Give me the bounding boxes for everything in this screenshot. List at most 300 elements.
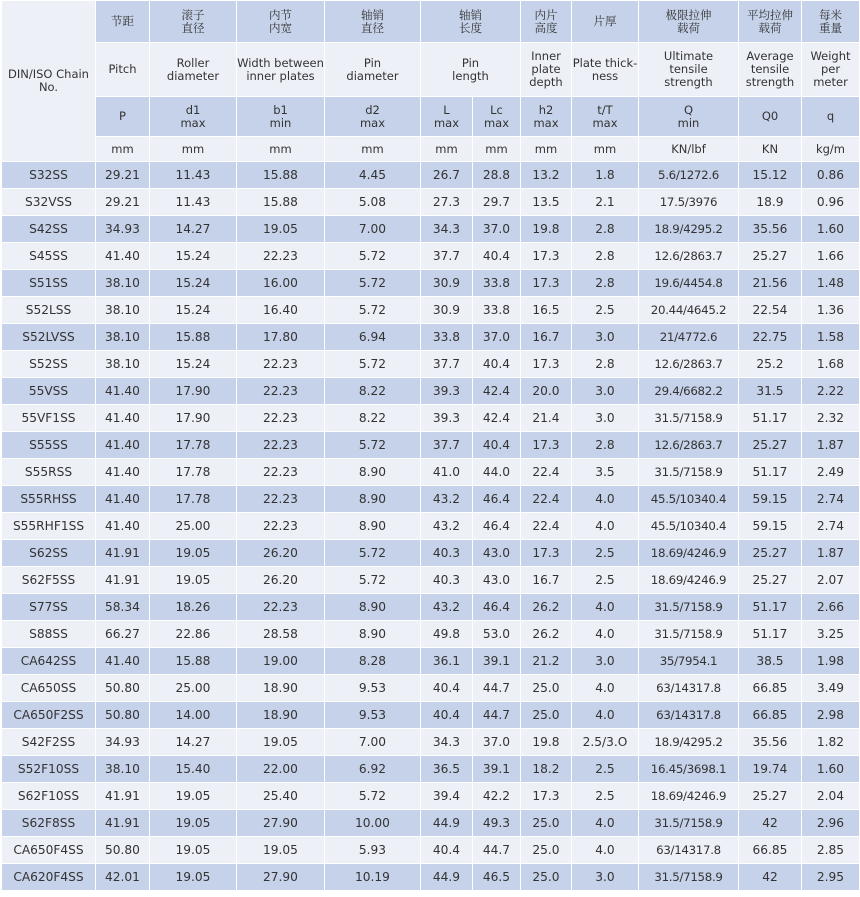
cell-ultimate-strength: 20.44/4645.2 bbox=[639, 297, 739, 324]
cell-ultimate-strength: 18.69/4246.9 bbox=[639, 567, 739, 594]
header-ultimate-en: Ultimate tensile strength bbox=[639, 43, 739, 97]
cell-plate-thickness: 3.0 bbox=[572, 324, 639, 351]
header-average-en: Average tensile strength bbox=[739, 43, 802, 97]
cell-plate-depth: 20.0 bbox=[521, 378, 572, 405]
cell-pin-length-l: 40.3 bbox=[421, 540, 473, 567]
cell-inner-width: 27.90 bbox=[237, 810, 325, 837]
cell-average-strength: 51.17 bbox=[739, 621, 802, 648]
cell-plate-depth: 19.8 bbox=[521, 216, 572, 243]
header-plate-depth-en: Inner plate depth bbox=[521, 43, 572, 97]
cell-pitch: 50.80 bbox=[96, 837, 150, 864]
cell-roller-diameter: 22.86 bbox=[150, 621, 237, 648]
cell-plate-depth: 22.4 bbox=[521, 513, 572, 540]
cell-pin-diameter: 5.72 bbox=[325, 432, 421, 459]
cell-plate-thickness: 2.8 bbox=[572, 243, 639, 270]
cell-weight: 3.49 bbox=[802, 675, 860, 702]
cell-pin-diameter: 8.28 bbox=[325, 648, 421, 675]
cell-chain-no: S77SS bbox=[2, 594, 96, 621]
cell-pin-diameter: 5.72 bbox=[325, 243, 421, 270]
cell-pin-diameter: 9.53 bbox=[325, 702, 421, 729]
cell-plate-thickness: 2.8 bbox=[572, 432, 639, 459]
cell-pin-length-l: 40.4 bbox=[421, 702, 473, 729]
cell-pin-length-lc: 44.7 bbox=[473, 702, 521, 729]
cell-roller-diameter: 17.90 bbox=[150, 405, 237, 432]
table-row bbox=[2, 729, 860, 756]
cell-chain-no: S42SS bbox=[2, 216, 96, 243]
cell-plate-depth: 17.3 bbox=[521, 432, 572, 459]
cell-pitch: 38.10 bbox=[96, 756, 150, 783]
cell-weight: 1.82 bbox=[802, 729, 860, 756]
cell-plate-thickness: 3.5 bbox=[572, 459, 639, 486]
cell-pin-length-lc: 44.7 bbox=[473, 675, 521, 702]
header-row-chinese bbox=[2, 1, 860, 43]
cell-roller-diameter: 14.27 bbox=[150, 216, 237, 243]
header-width-cn: 内节 内宽 bbox=[237, 1, 325, 43]
cell-roller-diameter: 15.40 bbox=[150, 756, 237, 783]
cell-pitch: 41.91 bbox=[96, 783, 150, 810]
cell-average-strength: 25.2 bbox=[739, 351, 802, 378]
cell-pin-diameter: 5.72 bbox=[325, 351, 421, 378]
cell-chain-no: S42F2SS bbox=[2, 729, 96, 756]
cell-ultimate-strength: 63/14317.8 bbox=[639, 675, 739, 702]
cell-pin-diameter: 5.72 bbox=[325, 270, 421, 297]
unit-ultimate: KN/lbf bbox=[639, 137, 739, 162]
cell-chain-no: CA620F4SS bbox=[2, 864, 96, 891]
symbol-d2: d2 max bbox=[325, 97, 421, 137]
cell-plate-thickness: 4.0 bbox=[572, 621, 639, 648]
cell-ultimate-strength: 63/14317.8 bbox=[639, 837, 739, 864]
table-row bbox=[2, 810, 860, 837]
cell-pin-length-lc: 44.0 bbox=[473, 459, 521, 486]
table-row bbox=[2, 675, 860, 702]
cell-pitch: 58.34 bbox=[96, 594, 150, 621]
cell-ultimate-strength: 31.5/7158.9 bbox=[639, 810, 739, 837]
cell-ultimate-strength: 18.9/4295.2 bbox=[639, 729, 739, 756]
cell-pitch: 41.40 bbox=[96, 513, 150, 540]
cell-pitch: 41.40 bbox=[96, 432, 150, 459]
cell-inner-width: 16.40 bbox=[237, 297, 325, 324]
cell-roller-diameter: 17.78 bbox=[150, 459, 237, 486]
table-row bbox=[2, 162, 860, 189]
cell-pin-length-l: 30.9 bbox=[421, 297, 473, 324]
cell-average-strength: 42 bbox=[739, 810, 802, 837]
cell-inner-width: 19.05 bbox=[237, 729, 325, 756]
cell-pin-length-l: 40.4 bbox=[421, 675, 473, 702]
cell-inner-width: 15.88 bbox=[237, 189, 325, 216]
cell-chain-no: 55VF1SS bbox=[2, 405, 96, 432]
cell-pitch: 29.21 bbox=[96, 162, 150, 189]
cell-ultimate-strength: 45.5/10340.4 bbox=[639, 486, 739, 513]
cell-average-strength: 42 bbox=[739, 864, 802, 891]
cell-weight: 1.58 bbox=[802, 324, 860, 351]
cell-chain-no: S62SS bbox=[2, 540, 96, 567]
cell-ultimate-strength: 31.5/7158.9 bbox=[639, 864, 739, 891]
cell-pin-length-lc: 53.0 bbox=[473, 621, 521, 648]
table-row bbox=[2, 594, 860, 621]
header-weight-cn: 每米 重量 bbox=[802, 1, 860, 43]
cell-chain-no: S52LSS bbox=[2, 297, 96, 324]
cell-inner-width: 19.00 bbox=[237, 648, 325, 675]
cell-weight: 2.96 bbox=[802, 810, 860, 837]
cell-pin-length-l: 37.7 bbox=[421, 243, 473, 270]
header-pin-diameter-en: Pin diameter bbox=[325, 43, 421, 97]
cell-roller-diameter: 25.00 bbox=[150, 513, 237, 540]
cell-inner-width: 22.23 bbox=[237, 594, 325, 621]
cell-pin-diameter: 8.90 bbox=[325, 486, 421, 513]
cell-plate-thickness: 2.8 bbox=[572, 216, 639, 243]
cell-pitch: 41.91 bbox=[96, 567, 150, 594]
cell-pitch: 50.80 bbox=[96, 675, 150, 702]
cell-average-strength: 19.74 bbox=[739, 756, 802, 783]
cell-plate-thickness: 1.8 bbox=[572, 162, 639, 189]
cell-chain-no: S55SS bbox=[2, 432, 96, 459]
cell-pin-length-l: 40.4 bbox=[421, 837, 473, 864]
cell-pitch: 41.40 bbox=[96, 405, 150, 432]
cell-inner-width: 19.05 bbox=[237, 837, 325, 864]
cell-chain-no: CA650F2SS bbox=[2, 702, 96, 729]
cell-plate-thickness: 2.5/3.O bbox=[572, 729, 639, 756]
cell-ultimate-strength: 45.5/10340.4 bbox=[639, 513, 739, 540]
table-row bbox=[2, 216, 860, 243]
cell-pin-diameter: 9.53 bbox=[325, 675, 421, 702]
header-width-en: Width between inner plates bbox=[237, 43, 325, 97]
cell-weight: 2.85 bbox=[802, 837, 860, 864]
cell-plate-depth: 16.7 bbox=[521, 567, 572, 594]
cell-plate-depth: 19.8 bbox=[521, 729, 572, 756]
cell-plate-depth: 25.0 bbox=[521, 810, 572, 837]
cell-pin-length-lc: 28.8 bbox=[473, 162, 521, 189]
cell-average-strength: 66.85 bbox=[739, 702, 802, 729]
cell-plate-thickness: 3.0 bbox=[572, 405, 639, 432]
table-row bbox=[2, 783, 860, 810]
cell-average-strength: 25.27 bbox=[739, 783, 802, 810]
cell-ultimate-strength: 63/14317.8 bbox=[639, 702, 739, 729]
cell-pin-length-lc: 40.4 bbox=[473, 351, 521, 378]
cell-ultimate-strength: 12.6/2863.7 bbox=[639, 243, 739, 270]
cell-average-strength: 35.56 bbox=[739, 216, 802, 243]
cell-chain-no: CA650F4SS bbox=[2, 837, 96, 864]
cell-plate-thickness: 2.5 bbox=[572, 567, 639, 594]
cell-average-strength: 51.17 bbox=[739, 405, 802, 432]
header-roller-en: Roller diameter bbox=[150, 43, 237, 97]
cell-average-strength: 66.85 bbox=[739, 837, 802, 864]
cell-pin-length-l: 33.8 bbox=[421, 324, 473, 351]
cell-inner-width: 22.23 bbox=[237, 378, 325, 405]
cell-weight: 1.36 bbox=[802, 297, 860, 324]
cell-pin-diameter: 5.72 bbox=[325, 297, 421, 324]
cell-pin-length-l: 49.8 bbox=[421, 621, 473, 648]
cell-plate-thickness: 3.0 bbox=[572, 864, 639, 891]
cell-roller-diameter: 17.78 bbox=[150, 432, 237, 459]
cell-pin-diameter: 4.45 bbox=[325, 162, 421, 189]
cell-average-strength: 51.17 bbox=[739, 594, 802, 621]
cell-weight: 1.87 bbox=[802, 432, 860, 459]
cell-plate-thickness: 2.5 bbox=[572, 756, 639, 783]
cell-plate-depth: 26.2 bbox=[521, 594, 572, 621]
cell-pitch: 41.91 bbox=[96, 540, 150, 567]
cell-weight: 0.96 bbox=[802, 189, 860, 216]
cell-pin-length-lc: 37.0 bbox=[473, 216, 521, 243]
header-plate-thickness-cn: 片厚 bbox=[572, 1, 639, 43]
table-row bbox=[2, 378, 860, 405]
cell-pin-diameter: 5.72 bbox=[325, 567, 421, 594]
cell-ultimate-strength: 12.6/2863.7 bbox=[639, 432, 739, 459]
cell-pin-diameter: 6.94 bbox=[325, 324, 421, 351]
cell-plate-depth: 22.4 bbox=[521, 486, 572, 513]
cell-inner-width: 25.40 bbox=[237, 783, 325, 810]
cell-inner-width: 26.20 bbox=[237, 540, 325, 567]
cell-roller-diameter: 15.24 bbox=[150, 297, 237, 324]
cell-roller-diameter: 25.00 bbox=[150, 675, 237, 702]
cell-chain-no: S45SS bbox=[2, 243, 96, 270]
cell-pitch: 41.40 bbox=[96, 486, 150, 513]
table-row bbox=[2, 702, 860, 729]
cell-average-strength: 25.27 bbox=[739, 432, 802, 459]
cell-chain-no: S51SS bbox=[2, 270, 96, 297]
cell-average-strength: 22.54 bbox=[739, 297, 802, 324]
cell-pin-diameter: 10.00 bbox=[325, 810, 421, 837]
cell-plate-thickness: 2.5 bbox=[572, 540, 639, 567]
cell-chain-no: S52SS bbox=[2, 351, 96, 378]
cell-pin-diameter: 10.19 bbox=[325, 864, 421, 891]
cell-pin-diameter: 8.90 bbox=[325, 594, 421, 621]
table-row bbox=[2, 540, 860, 567]
cell-plate-thickness: 4.0 bbox=[572, 594, 639, 621]
cell-roller-diameter: 19.05 bbox=[150, 864, 237, 891]
symbol-q: Q min bbox=[639, 97, 739, 137]
symbol-lc: Lc max bbox=[473, 97, 521, 137]
cell-chain-no: S52LVSS bbox=[2, 324, 96, 351]
cell-roller-diameter: 11.43 bbox=[150, 162, 237, 189]
header-pitch-cn: 节距 bbox=[96, 1, 150, 43]
cell-pin-length-l: 26.7 bbox=[421, 162, 473, 189]
cell-pin-diameter: 5.72 bbox=[325, 540, 421, 567]
header-plate-depth-cn: 内片 高度 bbox=[521, 1, 572, 43]
cell-chain-no: S52F10SS bbox=[2, 756, 96, 783]
cell-weight: 1.66 bbox=[802, 243, 860, 270]
cell-plate-thickness: 4.0 bbox=[572, 513, 639, 540]
cell-plate-depth: 16.5 bbox=[521, 297, 572, 324]
table-row bbox=[2, 351, 860, 378]
cell-inner-width: 17.80 bbox=[237, 324, 325, 351]
cell-plate-depth: 25.0 bbox=[521, 675, 572, 702]
symbol-h2: h2 max bbox=[521, 97, 572, 137]
cell-roller-diameter: 15.88 bbox=[150, 324, 237, 351]
cell-average-strength: 25.27 bbox=[739, 567, 802, 594]
cell-pitch: 34.93 bbox=[96, 729, 150, 756]
cell-pin-length-lc: 44.7 bbox=[473, 837, 521, 864]
cell-pin-diameter: 8.22 bbox=[325, 378, 421, 405]
symbol-p: P bbox=[96, 97, 150, 137]
cell-pin-length-l: 43.2 bbox=[421, 594, 473, 621]
cell-pin-length-l: 37.7 bbox=[421, 432, 473, 459]
header-pin-length-en: Pin length bbox=[421, 43, 521, 97]
cell-plate-depth: 26.2 bbox=[521, 621, 572, 648]
unit-pitch: mm bbox=[96, 137, 150, 162]
cell-weight: 1.87 bbox=[802, 540, 860, 567]
cell-pin-length-lc: 49.3 bbox=[473, 810, 521, 837]
unit-pin-length-lc: mm bbox=[473, 137, 521, 162]
chain-spec-table bbox=[1, 0, 860, 891]
cell-plate-thickness: 2.8 bbox=[572, 270, 639, 297]
cell-plate-thickness: 3.0 bbox=[572, 648, 639, 675]
symbol-d1: d1 max bbox=[150, 97, 237, 137]
cell-roller-diameter: 19.05 bbox=[150, 567, 237, 594]
cell-pin-length-lc: 42.4 bbox=[473, 378, 521, 405]
cell-plate-depth: 21.2 bbox=[521, 648, 572, 675]
symbol-q0: Q0 bbox=[739, 97, 802, 137]
table-row bbox=[2, 459, 860, 486]
cell-pin-diameter: 5.08 bbox=[325, 189, 421, 216]
cell-roller-diameter: 19.05 bbox=[150, 540, 237, 567]
cell-average-strength: 35.56 bbox=[739, 729, 802, 756]
cell-ultimate-strength: 35/7954.1 bbox=[639, 648, 739, 675]
header-roller-cn: 滚子 直径 bbox=[150, 1, 237, 43]
cell-ultimate-strength: 18.69/4246.9 bbox=[639, 540, 739, 567]
cell-plate-depth: 17.3 bbox=[521, 270, 572, 297]
cell-chain-no: S32VSS bbox=[2, 189, 96, 216]
cell-average-strength: 51.17 bbox=[739, 459, 802, 486]
cell-plate-depth: 22.4 bbox=[521, 459, 572, 486]
cell-ultimate-strength: 18.69/4246.9 bbox=[639, 783, 739, 810]
header-weight-en: Weight per meter bbox=[802, 43, 860, 97]
cell-pin-length-lc: 43.0 bbox=[473, 540, 521, 567]
cell-roller-diameter: 19.05 bbox=[150, 810, 237, 837]
cell-pin-length-l: 39.3 bbox=[421, 378, 473, 405]
cell-pin-length-l: 30.9 bbox=[421, 270, 473, 297]
cell-weight: 2.49 bbox=[802, 459, 860, 486]
cell-pin-length-lc: 46.5 bbox=[473, 864, 521, 891]
cell-inner-width: 28.58 bbox=[237, 621, 325, 648]
cell-pin-length-lc: 46.4 bbox=[473, 486, 521, 513]
symbol-b1: b1 min bbox=[237, 97, 325, 137]
cell-average-strength: 66.85 bbox=[739, 675, 802, 702]
cell-inner-width: 27.90 bbox=[237, 864, 325, 891]
cell-average-strength: 38.5 bbox=[739, 648, 802, 675]
cell-weight: 3.25 bbox=[802, 621, 860, 648]
cell-pin-length-l: 44.9 bbox=[421, 810, 473, 837]
table-row bbox=[2, 513, 860, 540]
cell-roller-diameter: 19.05 bbox=[150, 783, 237, 810]
cell-pin-length-lc: 33.8 bbox=[473, 297, 521, 324]
cell-ultimate-strength: 19.6/4454.8 bbox=[639, 270, 739, 297]
cell-weight: 2.22 bbox=[802, 378, 860, 405]
cell-pin-length-l: 39.3 bbox=[421, 405, 473, 432]
cell-ultimate-strength: 5.6/1272.6 bbox=[639, 162, 739, 189]
cell-ultimate-strength: 31.5/7158.9 bbox=[639, 405, 739, 432]
cell-pin-length-l: 37.7 bbox=[421, 351, 473, 378]
table-row bbox=[2, 567, 860, 594]
cell-weight: 1.98 bbox=[802, 648, 860, 675]
cell-pin-length-lc: 29.7 bbox=[473, 189, 521, 216]
cell-plate-thickness: 2.5 bbox=[572, 783, 639, 810]
table-row bbox=[2, 864, 860, 891]
cell-pitch: 38.10 bbox=[96, 324, 150, 351]
cell-pin-diameter: 8.22 bbox=[325, 405, 421, 432]
cell-pin-length-l: 41.0 bbox=[421, 459, 473, 486]
cell-pitch: 41.91 bbox=[96, 810, 150, 837]
cell-pitch: 29.21 bbox=[96, 189, 150, 216]
cell-roller-diameter: 17.90 bbox=[150, 378, 237, 405]
cell-inner-width: 22.23 bbox=[237, 486, 325, 513]
cell-plate-depth: 16.7 bbox=[521, 324, 572, 351]
cell-plate-depth: 17.3 bbox=[521, 540, 572, 567]
cell-inner-width: 16.00 bbox=[237, 270, 325, 297]
cell-plate-thickness: 2.5 bbox=[572, 297, 639, 324]
cell-pin-length-l: 36.1 bbox=[421, 648, 473, 675]
cell-roller-diameter: 11.43 bbox=[150, 189, 237, 216]
header-plate-thickness-en: Plate thick-ness bbox=[572, 43, 639, 97]
cell-plate-depth: 18.2 bbox=[521, 756, 572, 783]
cell-inner-width: 15.88 bbox=[237, 162, 325, 189]
cell-plate-thickness: 2.1 bbox=[572, 189, 639, 216]
cell-weight: 1.48 bbox=[802, 270, 860, 297]
cell-average-strength: 15.12 bbox=[739, 162, 802, 189]
cell-inner-width: 22.23 bbox=[237, 432, 325, 459]
table-row bbox=[2, 405, 860, 432]
cell-pin-length-lc: 42.4 bbox=[473, 405, 521, 432]
cell-chain-no: S32SS bbox=[2, 162, 96, 189]
cell-average-strength: 31.5 bbox=[739, 378, 802, 405]
cell-pitch: 34.93 bbox=[96, 216, 150, 243]
cell-plate-depth: 13.5 bbox=[521, 189, 572, 216]
cell-pitch: 66.27 bbox=[96, 621, 150, 648]
cell-ultimate-strength: 12.6/2863.7 bbox=[639, 351, 739, 378]
cell-pin-length-lc: 46.4 bbox=[473, 594, 521, 621]
cell-chain-no: S55RHSS bbox=[2, 486, 96, 513]
cell-average-strength: 18.9 bbox=[739, 189, 802, 216]
cell-pin-length-l: 34.3 bbox=[421, 216, 473, 243]
cell-roller-diameter: 15.88 bbox=[150, 648, 237, 675]
cell-plate-depth: 17.3 bbox=[521, 783, 572, 810]
cell-pin-diameter: 5.72 bbox=[325, 783, 421, 810]
cell-roller-diameter: 18.26 bbox=[150, 594, 237, 621]
cell-pitch: 41.40 bbox=[96, 243, 150, 270]
table-row bbox=[2, 297, 860, 324]
unit-plate-thickness: mm bbox=[572, 137, 639, 162]
cell-pin-length-lc: 37.0 bbox=[473, 729, 521, 756]
cell-weight: 0.86 bbox=[802, 162, 860, 189]
cell-pin-length-lc: 40.4 bbox=[473, 432, 521, 459]
cell-roller-diameter: 15.24 bbox=[150, 270, 237, 297]
cell-inner-width: 26.20 bbox=[237, 567, 325, 594]
cell-pin-diameter: 8.90 bbox=[325, 621, 421, 648]
cell-weight: 1.60 bbox=[802, 216, 860, 243]
cell-plate-thickness: 4.0 bbox=[572, 702, 639, 729]
unit-pin-length-l: mm bbox=[421, 137, 473, 162]
cell-pin-length-l: 40.3 bbox=[421, 567, 473, 594]
cell-pin-diameter: 8.90 bbox=[325, 513, 421, 540]
table-row bbox=[2, 621, 860, 648]
cell-ultimate-strength: 17.5/3976 bbox=[639, 189, 739, 216]
table-row bbox=[2, 756, 860, 783]
cell-weight: 2.74 bbox=[802, 486, 860, 513]
cell-plate-thickness: 2.8 bbox=[572, 351, 639, 378]
cell-roller-diameter: 19.05 bbox=[150, 837, 237, 864]
cell-average-strength: 22.75 bbox=[739, 324, 802, 351]
cell-pin-length-l: 34.3 bbox=[421, 729, 473, 756]
cell-weight: 2.74 bbox=[802, 513, 860, 540]
cell-pin-length-lc: 37.0 bbox=[473, 324, 521, 351]
cell-pin-diameter: 7.00 bbox=[325, 729, 421, 756]
cell-plate-thickness: 4.0 bbox=[572, 486, 639, 513]
cell-weight: 2.32 bbox=[802, 405, 860, 432]
cell-average-strength: 59.15 bbox=[739, 513, 802, 540]
table-row bbox=[2, 648, 860, 675]
cell-inner-width: 22.23 bbox=[237, 513, 325, 540]
cell-pitch: 42.01 bbox=[96, 864, 150, 891]
cell-weight: 2.04 bbox=[802, 783, 860, 810]
